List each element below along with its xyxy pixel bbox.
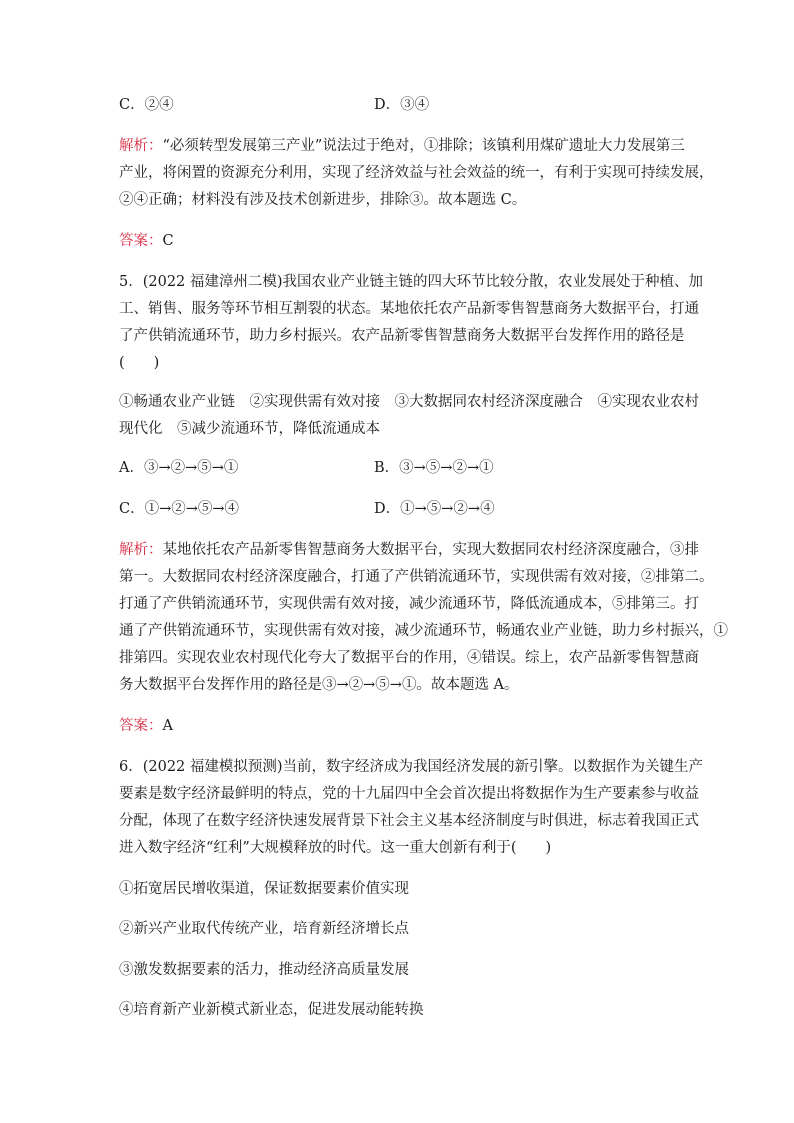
q5-option-b: B．③→⑤→②→①	[374, 460, 494, 476]
q6-item-4: ④培育新产业新模式新业态，促进发展动能转换	[119, 1002, 424, 1018]
q6-stem-line-4: 进入数字经济“红利”大规模释放的时代。这一重大创新有利于( )	[119, 840, 552, 856]
q5-items-line-2: 现代化 ⑤减少流通环节，降低流通成本	[119, 421, 380, 437]
q5-answer	[119, 716, 173, 736]
q5-stem-line-1: 5．(2022 福建漳州二模)我国农业产业链主链的四大环节比较分散，农业发展处于种植、加	[119, 274, 704, 290]
q4-answer-value: C	[162, 233, 174, 249]
q5-stem-line-2: 工、销售、服务等环节相互割裂的状态。某地依托农产品新零售智慧商务大数据平台，打通	[119, 301, 699, 317]
q5-stem-line-4: ( )	[119, 355, 160, 371]
q5-analysis-line-6: 务大数据平台发挥作用的路径是③→②→⑤→①。故本题选 A。	[119, 677, 519, 693]
q4-option-c: C．②④	[119, 97, 174, 113]
q5-answer-value: A	[162, 718, 173, 734]
q6-stem-line-2: 要素是数字经济最鲜明的特点，党的十九届四中全会首次提出将数据作为生产要素参与收益	[119, 786, 699, 802]
q4-option-d: D．③④	[374, 97, 430, 113]
q5-answer-label: 答案：	[119, 718, 163, 734]
q5-analysis-label: 解析：	[119, 542, 163, 558]
q5-option-d: D．①→⑤→②→④	[374, 501, 495, 517]
q5-analysis-line-1	[119, 540, 699, 560]
q6-item-3: ③激发数据要素的活力，推动经济高质量发展	[119, 962, 409, 978]
q6-stem-line-3: 分配，体现了在数字经济快速发展背景下社会主义基本经济制度与时俱进，标志着我国正式	[119, 813, 699, 829]
q5-analysis-line-2: 第一。大数据同农村经济深度融合，打通了产供销流通环节，实现供需有效对接，②排第二。	[119, 569, 714, 585]
q5-analysis-line-5: 排第四。实现农业农村现代化夸大了数据平台的作用，④错误。综上，农产品新零售智慧商	[119, 650, 699, 666]
q5-option-a: A．③→②→⑤→①	[119, 460, 239, 476]
q5-option-c: C．①→②→⑤→④	[119, 501, 240, 517]
q5-analysis-text-1: 某地依托农产品新零售智慧商务大数据平台，实现大数据同农村经济深度融合，③排	[162, 542, 699, 558]
q4-analysis-line-3: ②④正确；材料没有涉及技术创新进步，排除③。故本题选 C。	[119, 192, 527, 208]
q5-analysis-line-4: 通了产供销流通环节，实现供需有效对接，减少流通环节，畅通农业产业链，助力乡村振兴，①	[119, 623, 728, 639]
q6-item-1: ①拓宽居民增收渠道，保证数据要素价值实现	[119, 881, 409, 897]
q6-item-2: ②新兴产业取代传统产业，培育新经济增长点	[119, 921, 409, 937]
q4-analysis-line-2: 产业，将闲置的资源充分利用，实现了经济效益与社会效益的统一，有利于实现可持续发展，	[119, 165, 714, 181]
q6-stem-line-1: 6．(2022 福建模拟预测)当前，数字经济成为我国经济发展的新引擎。以数据作为关键生产	[119, 759, 704, 775]
q4-analysis-line-1	[119, 136, 685, 156]
q5-stem-line-3: 了产供销流通环节，助力乡村振兴。农产品新零售智慧商务大数据平台发挥作用的路径是	[119, 328, 685, 344]
q5-analysis-line-3: 打通了产供销流通环节，实现供需有效对接，减少流通环节，降低流通成本，⑤排第三。打	[119, 596, 699, 612]
q4-answer-label: 答案：	[119, 233, 163, 249]
q4-analysis-text-1: “必须转型发展第三产业”说法过于绝对，①排除；该镇利用煤矿遗址大力发展第三	[162, 138, 685, 154]
q4-answer	[119, 231, 174, 251]
q5-items-line-1: ①畅通农业产业链 ②实现供需有效对接 ③大数据同农村经济深度融合 ④实现农业农村	[119, 394, 699, 410]
q4-analysis-label: 解析：	[119, 138, 163, 154]
